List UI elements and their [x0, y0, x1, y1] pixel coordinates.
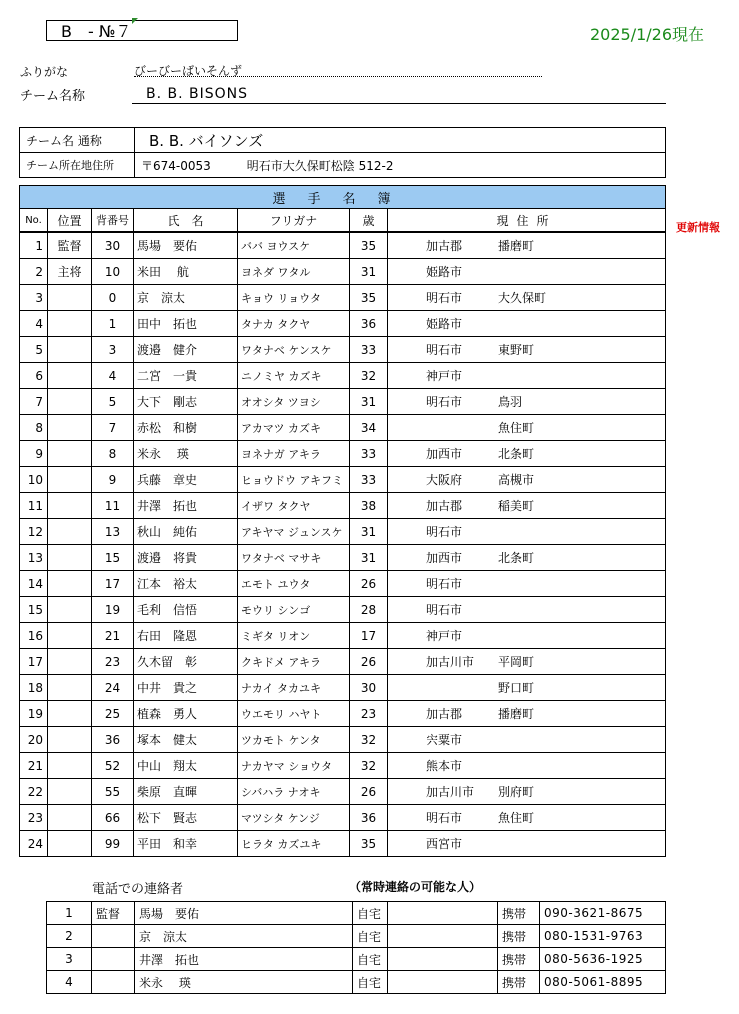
cell-age: 30 [350, 675, 388, 701]
contact-name: 馬場 要佑 [135, 902, 353, 925]
cell-number: 36 [92, 727, 134, 753]
cell-position [48, 493, 92, 519]
cell-number: 13 [92, 519, 134, 545]
address-town: 野口町 [498, 681, 535, 695]
cell-name: 赤松 和樹 [134, 415, 238, 441]
col-header-address: 現住所 [388, 209, 666, 233]
cell-age: 33 [350, 441, 388, 467]
cell-number: 52 [92, 753, 134, 779]
cell-kana: ワタナベ マサキ [238, 545, 350, 571]
cell-age: 38 [350, 493, 388, 519]
roster-table [19, 185, 666, 857]
cell-no: 17 [20, 649, 48, 675]
cell-number: 3 [92, 337, 134, 363]
contact-name: 京 涼太 [135, 925, 353, 948]
address-prefecture: 明石市 [426, 577, 463, 591]
contact-home-phone [388, 925, 498, 948]
cell-no: 21 [20, 753, 48, 779]
address-town: 北条町 [498, 447, 535, 461]
cell-position [48, 363, 92, 389]
col-header-position: 位置 [48, 209, 92, 233]
cell-position [48, 519, 92, 545]
cell-position [48, 545, 92, 571]
cell-address [388, 311, 666, 337]
contact-name: 井澤 拓也 [135, 948, 353, 971]
cell-no: 20 [20, 727, 48, 753]
team-postal-code: 〒674-0053 [141, 158, 211, 173]
roster-row [20, 571, 666, 597]
team-alias-row [20, 128, 666, 153]
cell-name: 田中 拓也 [134, 311, 238, 337]
contact-home-label: 自宅 [353, 925, 388, 948]
cell-address [388, 727, 666, 753]
cell-address [388, 441, 666, 467]
contact-mobile-label: 携帯 [498, 971, 540, 994]
address-prefecture: 西宮市 [426, 837, 463, 851]
contact-mobile-label: 携帯 [498, 925, 540, 948]
address-prefecture: 加古郡 [426, 707, 463, 721]
col-header-name: 氏 名 [134, 209, 238, 233]
cell-number: 5 [92, 389, 134, 415]
address-town: 高槻市 [498, 473, 535, 487]
roster-title: 選手名簿 [20, 186, 666, 209]
cell-no: 16 [20, 623, 48, 649]
cell-no: 12 [20, 519, 48, 545]
roster-row [20, 675, 666, 701]
address-town: 大久保町 [498, 291, 547, 305]
cell-no: 11 [20, 493, 48, 519]
cell-name: 馬場 要佑 [134, 232, 238, 259]
cell-address [388, 753, 666, 779]
cell-age: 32 [350, 753, 388, 779]
cell-number: 25 [92, 701, 134, 727]
contact-role [92, 948, 135, 971]
team-address-label: チーム所在地住所 [20, 153, 135, 178]
cell-number: 11 [92, 493, 134, 519]
cell-position [48, 571, 92, 597]
contacts-body [47, 902, 666, 994]
cell-address [388, 285, 666, 311]
contact-row [47, 902, 666, 925]
contact-index: 2 [47, 925, 92, 948]
cell-kana: ニノミヤ カズキ [238, 363, 350, 389]
cell-kana: ツカモト ケンタ [238, 727, 350, 753]
cell-no: 8 [20, 415, 48, 441]
team-address: 明石市大久保町松陰 512-2 [246, 158, 394, 173]
cell-number: 66 [92, 805, 134, 831]
cell-number: 55 [92, 779, 134, 805]
address-town: 東野町 [498, 343, 535, 357]
cell-kana: アカマツ カズキ [238, 415, 350, 441]
address-town: 鳥羽 [498, 395, 523, 409]
cell-age: 31 [350, 389, 388, 415]
address-prefecture: 加古川市 [426, 655, 475, 669]
cell-no: 14 [20, 571, 48, 597]
cell-address [388, 545, 666, 571]
team-info-table [19, 127, 666, 178]
cell-age: 17 [350, 623, 388, 649]
cell-no: 3 [20, 285, 48, 311]
roster-row [20, 545, 666, 571]
roster-row [20, 753, 666, 779]
cell-no: 2 [20, 259, 48, 285]
roster-row [20, 232, 666, 259]
cell-name: 兵藤 章史 [134, 467, 238, 493]
contact-row [47, 971, 666, 994]
cell-address [388, 519, 666, 545]
contact-role [92, 925, 135, 948]
cell-address [388, 571, 666, 597]
cell-age: 26 [350, 779, 388, 805]
cell-kana: オオシタ ツヨシ [238, 389, 350, 415]
team-alias-label: チーム名 通称 [20, 128, 135, 153]
cell-no: 9 [20, 441, 48, 467]
cell-position: 主将 [48, 259, 92, 285]
cell-name: 右田 隆恩 [134, 623, 238, 649]
team-name-label: チーム名称 [20, 89, 86, 104]
contact-mobile-phone: 080-5061-8895 [540, 971, 666, 994]
cell-age: 35 [350, 831, 388, 857]
cell-name: 米田 航 [134, 259, 238, 285]
team-name-value: B. B. BISONS [132, 86, 666, 104]
cell-number: 9 [92, 467, 134, 493]
cell-number: 17 [92, 571, 134, 597]
cell-number: 21 [92, 623, 134, 649]
col-header-kana: フリガナ [238, 209, 350, 233]
cell-name: 渡邉 健介 [134, 337, 238, 363]
cell-no: 23 [20, 805, 48, 831]
roster-row [20, 831, 666, 857]
cell-number: 1 [92, 311, 134, 337]
cell-age: 32 [350, 363, 388, 389]
cell-address [388, 675, 666, 701]
address-town: 稲美町 [498, 499, 535, 513]
cell-position [48, 623, 92, 649]
cell-address [388, 415, 666, 441]
roster-row [20, 701, 666, 727]
cell-address [388, 831, 666, 857]
cell-kana: ヒョウドウ アキフミ [238, 467, 350, 493]
cell-age: 33 [350, 337, 388, 363]
cell-age: 33 [350, 467, 388, 493]
cell-position [48, 285, 92, 311]
cell-address [388, 805, 666, 831]
col-header-number: 背番号 [92, 209, 134, 233]
contact-home-phone [388, 948, 498, 971]
address-town: 平岡町 [498, 655, 535, 669]
cell-age: 34 [350, 415, 388, 441]
cell-kana: ナカヤマ ショウタ [238, 753, 350, 779]
cell-name: 毛利 信悟 [134, 597, 238, 623]
cell-position [48, 389, 92, 415]
contact-name: 米永 瑛 [135, 971, 353, 994]
address-prefecture: 明石市 [426, 395, 463, 409]
address-prefecture: 加西市 [426, 551, 463, 565]
contact-home-label: 自宅 [353, 971, 388, 994]
cell-number: 30 [92, 232, 134, 259]
address-prefecture: 神戸市 [426, 629, 463, 643]
cell-kana: ミギタ リオン [238, 623, 350, 649]
contact-index: 4 [47, 971, 92, 994]
cell-address [388, 337, 666, 363]
cell-name: 中井 貴之 [134, 675, 238, 701]
cell-position [48, 337, 92, 363]
cell-kana: ナカイ タカユキ [238, 675, 350, 701]
cell-address [388, 232, 666, 259]
cell-no: 13 [20, 545, 48, 571]
cell-no: 18 [20, 675, 48, 701]
contact-mobile-phone: 080-5636-1925 [540, 948, 666, 971]
address-prefecture: 熊本市 [426, 759, 463, 773]
cell-kana: クキドメ アキラ [238, 649, 350, 675]
cell-kana: エモト ユウタ [238, 571, 350, 597]
cell-name: 渡邉 将貴 [134, 545, 238, 571]
cell-no: 22 [20, 779, 48, 805]
roster-row [20, 337, 666, 363]
cell-number: 23 [92, 649, 134, 675]
roster-row [20, 649, 666, 675]
address-prefecture: 加古郡 [426, 499, 463, 513]
cell-position [48, 701, 92, 727]
cell-age: 31 [350, 259, 388, 285]
address-prefecture: 明石市 [426, 343, 463, 357]
cell-age: 35 [350, 232, 388, 259]
col-header-no: No. [20, 209, 48, 233]
cell-name: 井澤 拓也 [134, 493, 238, 519]
cell-kana: キョウ リョウタ [238, 285, 350, 311]
team-alias-value: B. B. バイソンズ [135, 128, 666, 153]
furigana-label: ふりがな [20, 65, 69, 79]
cell-age: 32 [350, 727, 388, 753]
cell-position [48, 805, 92, 831]
cell-name: 植森 勇人 [134, 701, 238, 727]
cell-position [48, 753, 92, 779]
roster-row [20, 441, 666, 467]
contact-mobile-phone: 090-3621-8675 [540, 902, 666, 925]
cell-no: 4 [20, 311, 48, 337]
roster-row [20, 259, 666, 285]
address-town: 播磨町 [498, 239, 535, 253]
roster-row [20, 623, 666, 649]
roster-row [20, 363, 666, 389]
cell-number: 4 [92, 363, 134, 389]
cell-position: 監督 [48, 232, 92, 259]
cell-age: 36 [350, 311, 388, 337]
roster-row [20, 467, 666, 493]
address-prefecture: 加西市 [426, 447, 463, 461]
cell-position [48, 649, 92, 675]
cell-age: 31 [350, 519, 388, 545]
cell-position [48, 311, 92, 337]
comment-marker-icon [132, 18, 138, 24]
cell-position [48, 675, 92, 701]
cell-position [48, 467, 92, 493]
contact-index: 1 [47, 902, 92, 925]
roster-row [20, 519, 666, 545]
contact-home-phone [388, 902, 498, 925]
address-prefecture: 姫路市 [426, 317, 463, 331]
address-town: 魚住町 [498, 421, 535, 435]
cell-name: 久木留 彰 [134, 649, 238, 675]
cell-number: 24 [92, 675, 134, 701]
contact-title: 電話での連絡者 [92, 882, 184, 897]
address-prefecture: 加古川市 [426, 785, 475, 799]
update-info-link[interactable]: 更新情報 [676, 221, 720, 234]
contact-role: 監督 [92, 902, 135, 925]
cell-name: 松下 賢志 [134, 805, 238, 831]
address-prefecture: 大阪府 [426, 473, 463, 487]
cell-name: 塚本 健太 [134, 727, 238, 753]
roster-row [20, 597, 666, 623]
roster-header-row [20, 209, 666, 233]
cell-age: 23 [350, 701, 388, 727]
cell-address [388, 493, 666, 519]
cell-number: 0 [92, 285, 134, 311]
address-prefecture: 明石市 [426, 525, 463, 539]
address-prefecture: 加古郡 [426, 239, 463, 253]
cell-kana: ヒラタ カズユキ [238, 831, 350, 857]
roster-row [20, 311, 666, 337]
roster-row [20, 415, 666, 441]
team-code: B - №７ [61, 22, 132, 41]
cell-kana: モウリ シンゴ [238, 597, 350, 623]
address-prefecture: 宍粟市 [426, 733, 463, 747]
cell-age: 36 [350, 805, 388, 831]
cell-kana: ヨネナガ アキラ [238, 441, 350, 467]
cell-position [48, 415, 92, 441]
contact-mobile-label: 携帯 [498, 902, 540, 925]
roster-row [20, 727, 666, 753]
contact-role [92, 971, 135, 994]
team-address-row [20, 153, 666, 178]
cell-kana: ウエモリ ハヤト [238, 701, 350, 727]
cell-no: 19 [20, 701, 48, 727]
cell-no: 7 [20, 389, 48, 415]
cell-address [388, 623, 666, 649]
cell-kana: シバハラ ナオキ [238, 779, 350, 805]
cell-name: 柴原 直暉 [134, 779, 238, 805]
furigana-value: びーびーばいそんず [134, 62, 542, 77]
roster-row [20, 805, 666, 831]
cell-number: 7 [92, 415, 134, 441]
cell-no: 1 [20, 232, 48, 259]
address-town: 播磨町 [498, 707, 535, 721]
cell-age: 35 [350, 285, 388, 311]
cell-name: 秋山 純佑 [134, 519, 238, 545]
contact-index: 3 [47, 948, 92, 971]
address-prefecture: 明石市 [426, 291, 463, 305]
cell-age: 26 [350, 649, 388, 675]
cell-address [388, 597, 666, 623]
cell-address [388, 649, 666, 675]
cell-number: 15 [92, 545, 134, 571]
cell-position [48, 831, 92, 857]
contact-row [47, 948, 666, 971]
cell-number: 99 [92, 831, 134, 857]
cell-name: 二宮 一貴 [134, 363, 238, 389]
contact-home-phone [388, 971, 498, 994]
cell-position [48, 779, 92, 805]
cell-position [48, 597, 92, 623]
cell-number: 19 [92, 597, 134, 623]
cell-kana: ヨネダ ワタル [238, 259, 350, 285]
address-town: 別府町 [498, 785, 535, 799]
roster-row [20, 389, 666, 415]
cell-address [388, 259, 666, 285]
address-prefecture: 神戸市 [426, 369, 463, 383]
cell-address [388, 779, 666, 805]
cell-no: 6 [20, 363, 48, 389]
cell-number: 8 [92, 441, 134, 467]
cell-name: 江本 裕太 [134, 571, 238, 597]
cell-no: 15 [20, 597, 48, 623]
contact-note: （常時連絡の可能な人） [349, 880, 482, 894]
roster-title-row [20, 186, 666, 209]
date-as-of: 2025/1/26現在 [590, 25, 705, 44]
contact-row [47, 925, 666, 948]
cell-address [388, 467, 666, 493]
cell-name: 平田 和幸 [134, 831, 238, 857]
roster-row [20, 285, 666, 311]
address-prefecture: 姫路市 [426, 265, 463, 279]
contact-mobile-phone: 080-1531-9763 [540, 925, 666, 948]
cell-name: 中山 翔太 [134, 753, 238, 779]
cell-address [388, 701, 666, 727]
contact-home-label: 自宅 [353, 902, 388, 925]
cell-kana: アキヤマ ジュンスケ [238, 519, 350, 545]
cell-no: 5 [20, 337, 48, 363]
cell-address [388, 363, 666, 389]
cell-position [48, 441, 92, 467]
contact-mobile-label: 携帯 [498, 948, 540, 971]
cell-kana: マツシタ ケンジ [238, 805, 350, 831]
cell-kana: タナカ タクヤ [238, 311, 350, 337]
team-code-box [46, 20, 238, 41]
cell-position [48, 727, 92, 753]
roster-row [20, 493, 666, 519]
cell-address [388, 389, 666, 415]
address-town: 魚住町 [498, 811, 535, 825]
col-header-age: 歳 [350, 209, 388, 233]
address-prefecture: 明石市 [426, 811, 463, 825]
cell-kana: ワタナベ ケンスケ [238, 337, 350, 363]
address-prefecture: 明石市 [426, 603, 463, 617]
cell-number: 10 [92, 259, 134, 285]
cell-age: 28 [350, 597, 388, 623]
address-town: 北条町 [498, 551, 535, 565]
roster-body [20, 232, 666, 857]
contact-home-label: 自宅 [353, 948, 388, 971]
team-address-value [135, 153, 666, 178]
cell-name: 大下 剛志 [134, 389, 238, 415]
cell-name: 米永 瑛 [134, 441, 238, 467]
cell-name: 京 涼太 [134, 285, 238, 311]
cell-age: 31 [350, 545, 388, 571]
cell-age: 26 [350, 571, 388, 597]
cell-no: 24 [20, 831, 48, 857]
cell-kana: イザワ タクヤ [238, 493, 350, 519]
cell-no: 10 [20, 467, 48, 493]
cell-kana: ババ ヨウスケ [238, 232, 350, 259]
roster-row [20, 779, 666, 805]
contacts-table [46, 901, 666, 994]
